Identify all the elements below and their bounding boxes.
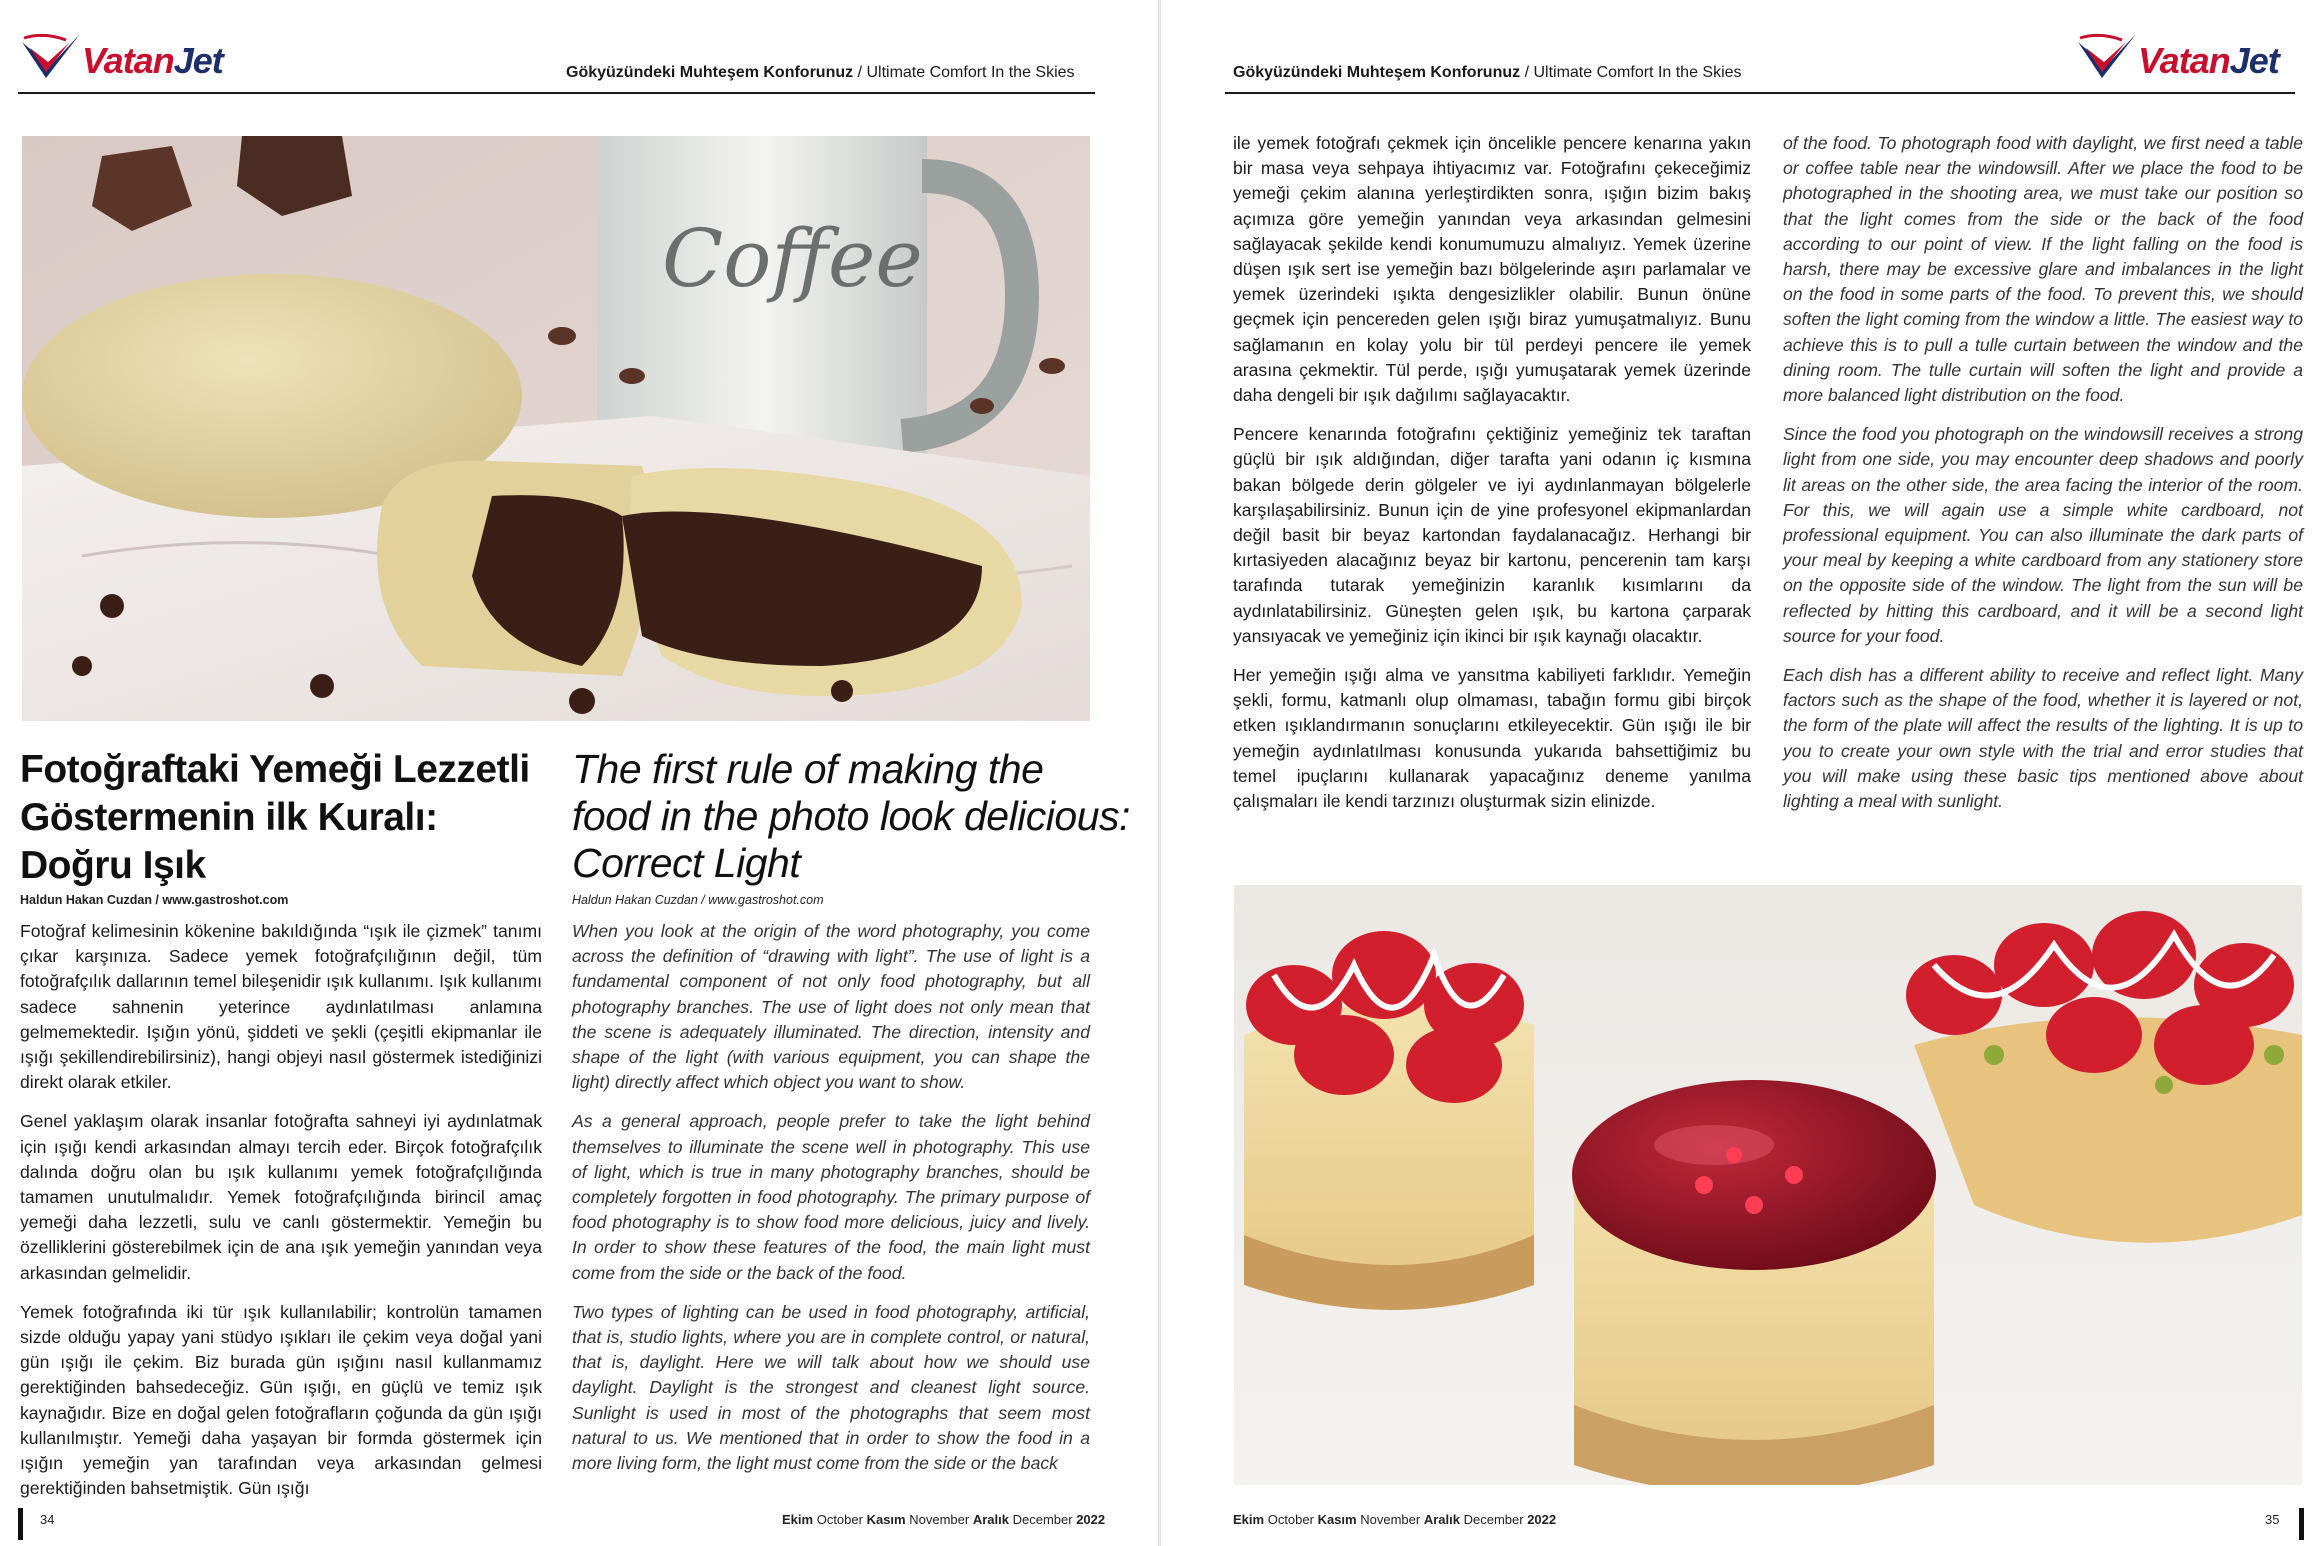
logo-vatan: Vatan — [2138, 40, 2230, 81]
column-tr-right — [1233, 131, 1751, 828]
logo-jet: Jet — [173, 40, 223, 81]
header-tagline — [566, 64, 1075, 82]
tagline-tr: Gökyüzündeki Muhteşem Konforunuz — [1233, 64, 1521, 81]
column-en-right — [1783, 131, 2303, 828]
paragraph: ile yemek fotoğrafı çekmek için öncelikle pencere kenarına yakın bir masa veya sehpaya ihtiyacımız var. Fotoğrafını çekeceğimiz yemeği çekim alanına yerleştirdikten sonra, ışığın bizim bakış açımıza göre yemeğin yanından veya arkasından gelmesini sağlayacak şekilde kendi konumumuzu almalıyız. Yemek üzerine düşen ışık sert ise yemeğin bazı bölgelerinde aşırı parlamalar ve yemek üzerindeki ışıkta dengesizlikler olabilir. Bunun önüne geçmek için pencereden gelen ışığı biraz yumuşatmalıyız. Bunu sağlamanın en kolay yolu bir tül perdeyi pencere ile yemek arasına çekmektir. Tül perde, ışığı yumuşatarak yemek üzerinde daha dengeli bir ışık dağılımı sağlayacaktır. — [1233, 133, 1751, 406]
header-tagline — [1233, 64, 1742, 82]
issue-date — [782, 1512, 1105, 1527]
paragraph: Two types of lighting can be used in food photography, artificial, that is, studio lights, where you are in complete control, or natural, that is, daylight. Here we will talk about how we should use daylight. Daylight is the strongest and cleanest light source. Sunlight is used in most of the photographs that seem most natural to us. We mentioned that in order to show the food in a more living form, the light must come from the side or the back — [572, 1301, 1090, 1474]
paragraph: Fotoğraf kelimesinin kökenine bakıldığında “ışık ile çizmek” tanımı çıkar karşınıza. Sadece yemek fotoğrafçılığının değil, tüm fotoğrafçılık dallarının temel bileşenidir ışık kullanımı. Işık kullanımı sadece sahnenin yeterince aydınlatılması anlamına gelmemektedir. Işığın yönü, şiddeti ve şekli (çeşitli ekipmanlar ile ışığı şekillendirebilirsiniz), hangi objeyi nasıl göstermek istediğinizi direkt olarak etkiler. — [20, 921, 542, 1093]
month-tr: Ekim — [1233, 1512, 1265, 1527]
paragraph: of the food. To photograph food with daylight, we first need a table or coffee table near the windowsill. After we place the food to be photographed in the shooting area, we must take our position so that the light comes from the side or the back of the food according to our point of view. If the light falling on the food is harsh, there may be excessive glare and imbalances in the light on the food in some parts of the food. To prevent this, we should soften the light coming from the window a little. The easiest way to achieve this is to pull a tulle curtain between the window and the dining room. The tulle curtain will soften the light and provide a more balanced light distribution on the food. — [1783, 133, 2303, 406]
byline-en: Haldun Hakan Cuzdan / www.gastroshot.com — [572, 893, 824, 907]
left-page — [0, 0, 1158, 1546]
paragraph: As a general approach, people prefer to take the light behind themselves to illuminate the scene well in photography. This use of light, which is true in many photography branches, should be completely forgotten in food photography. The primary purpose of food photography is to show food more delicious, juicy and lively. In order to show these features of the food, the main light must come from the side or the back of the food. — [572, 1111, 1090, 1283]
tagline-en: Ultimate Comfort In the Skies — [866, 64, 1075, 81]
header-rule — [18, 92, 1095, 94]
vatanjet-logo — [2076, 28, 2316, 88]
issue-year: 2022 — [1527, 1512, 1557, 1527]
issue-date — [1233, 1512, 1556, 1527]
column-tr-left — [20, 919, 542, 1515]
page-number: 35 — [2265, 1512, 2280, 1527]
right-page — [1161, 0, 2319, 1546]
tagline-tr: Gökyüzündeki Muhteşem Konforunuz — [566, 64, 854, 81]
vatanjet-logo — [20, 28, 260, 88]
article-title-en: The first rule of making the food in the photo look delicious: Correct Light — [572, 746, 1130, 886]
month-tr: Kasım — [866, 1512, 906, 1527]
byline-tr: Haldun Hakan Cuzdan / www.gastroshot.com — [20, 893, 289, 907]
month-tr: Aralık — [1423, 1512, 1460, 1527]
column-en-left — [572, 919, 1090, 1490]
month-en: December — [1012, 1512, 1073, 1527]
paragraph: Her yemeğin ışığı alma ve yansıtma kabiliyeti farklıdır. Yemeğin şekli, formu, katmanlı olup olmaması, tabağın formu gibi birçok etken ışıklandırmanın sonuçlarını etkileyecektir. Gün ışığı ile bir yemeğin aydınlatılması konusunda yukarıda bahsettiğimiz bu temel ipuçlarını kullanarak yapacağınız deneme yanılma çalışmaları ile kendi tarzınızı oluşturmak sizin elinizde. — [1233, 665, 1751, 812]
cookie-photo — [22, 136, 1090, 721]
logo-vatan: Vatan — [82, 40, 174, 81]
paragraph: Pencere kenarında fotoğrafını çektiğiniz yemeğiniz tek taraftan güçlü bir ışık aldığından, diğer tarafta yani odanın iç kısmına bakan bölgede derin gölgeler ve iyi aydınlanmayan bölgelerle karşılaşabilirsiniz. Bunun için de yine profesyonel ekipmanlardan değil basit bir beyaz kartondan faydalanacağız. Herhangi bir kırtasiyeden alacağınız beyaz bir kartonu, pencerenin tam karşı tarafında tutarak yemeğinizin karanlık kısımlarını da aydınlatabilirsiniz. Güneşten gelen ışık, bu kartona çarparak yansıyacak ve yemeğiniz için ikinci bir ışık kaynağı olacaktır. — [1233, 424, 1751, 646]
paragraph: When you look at the origin of the word photography, you come across the definition of “drawing with light”. The use of light is a fundamental component of not only food photography, but all photography branches. The use of light does not only mean that the scene is adequately illuminated. The direction, intensity and shape of the light (with various equipment, you can shape the light) directly affect which object you want to show. — [572, 921, 1090, 1093]
month-en: December — [1463, 1512, 1524, 1527]
footer-bar — [18, 1508, 23, 1540]
month-tr: Ekim — [782, 1512, 814, 1527]
logo-wordmark — [2138, 40, 2279, 82]
paragraph: Genel yaklaşım olarak insanlar fotoğrafta sahneyi iyi aydınlatmak için ışığı kendi arkasından almayı tercih eder. Birçok fotoğrafçılık dalında doğru olan bu ışık kullanımı yemek fotoğrafçılığında tamamen unutulmalıdır. Yemek fotoğrafçılığında birincil amaç yemeği daha lezzetli, sulu ve canlı göstermektir. Yemeğin bu özelliklerini gösterebilmek için de ana ışık yemeğin yanından veya arkasından gelmelidir. — [20, 1111, 542, 1283]
footer-bar — [2299, 1508, 2304, 1540]
swoosh-icon — [2076, 28, 2146, 88]
mug-coffee-text: Coffee — [662, 212, 923, 305]
paragraph: Yemek fotoğrafında iki tür ışık kullanılabilir; kontrolün tamamen sizde olduğu yapay yani stüdyo ışıkları ile çekim veya doğal yani gün ışığı ile çekim. Biz burada gün ışığını nasıl kullanmamız gerektiğinden bahsedeceğiz. Gün ışığı, en güçlü ve temiz ışık kaynağıdır. Bize en doğal gelen fotoğrafların çoğunda da gün ışığı kullanılmıştır. Yemeği daha yaşayan bir formda göstermek için ışığın yemeğin yan tarafından veya arkasından gelmesi gerektiğinden bahsetmiştik. Gün ışığı — [20, 1301, 542, 1499]
month-en: October — [816, 1512, 863, 1527]
swoosh-icon — [20, 28, 90, 88]
logo-wordmark — [82, 40, 223, 82]
cheesecake-photo — [1234, 885, 2302, 1485]
header-rule — [1225, 92, 2295, 94]
logo-jet: Jet — [2229, 40, 2279, 81]
month-en: November — [909, 1512, 970, 1527]
month-en: October — [1267, 1512, 1314, 1527]
page-number: 34 — [40, 1512, 55, 1527]
paragraph: Each dish has a different ability to receive and reflect light. Many factors such as the shape of the food, whether it is layered or not, the form of the plate will affect the results of the lighting. It is up to you to create your own style with the trial and error studies that you will make using these basic tips mentioned above about lighting a meal with sunlight. — [1783, 665, 2303, 812]
tagline-en: Ultimate Comfort In the Skies — [1533, 64, 1742, 81]
month-en: November — [1360, 1512, 1421, 1527]
month-tr: Kasım — [1317, 1512, 1357, 1527]
paragraph: Since the food you photograph on the windowsill receives a strong light from one side, you may encounter deep shadows and poorly lit areas on the other side, the area facing the interior of the room. For this, we will again use a simple white cardboard, not professional equipment. You can also illuminate the dark parts of your meal by keeping a white cardboard from any stationery store on the opposite side of the window. The light from the sun will be reflected by hitting this cardboard, and it will be a second light source for your food. — [1783, 424, 2303, 646]
issue-year: 2022 — [1076, 1512, 1106, 1527]
tagline-separator: / — [853, 64, 867, 81]
article-title-tr: Fotoğraftaki Yemeği Lezzetli Göstermenin ilk Kuralı: Doğru Işık — [20, 748, 530, 887]
tagline-separator: / — [1520, 64, 1534, 81]
month-tr: Aralık — [972, 1512, 1009, 1527]
